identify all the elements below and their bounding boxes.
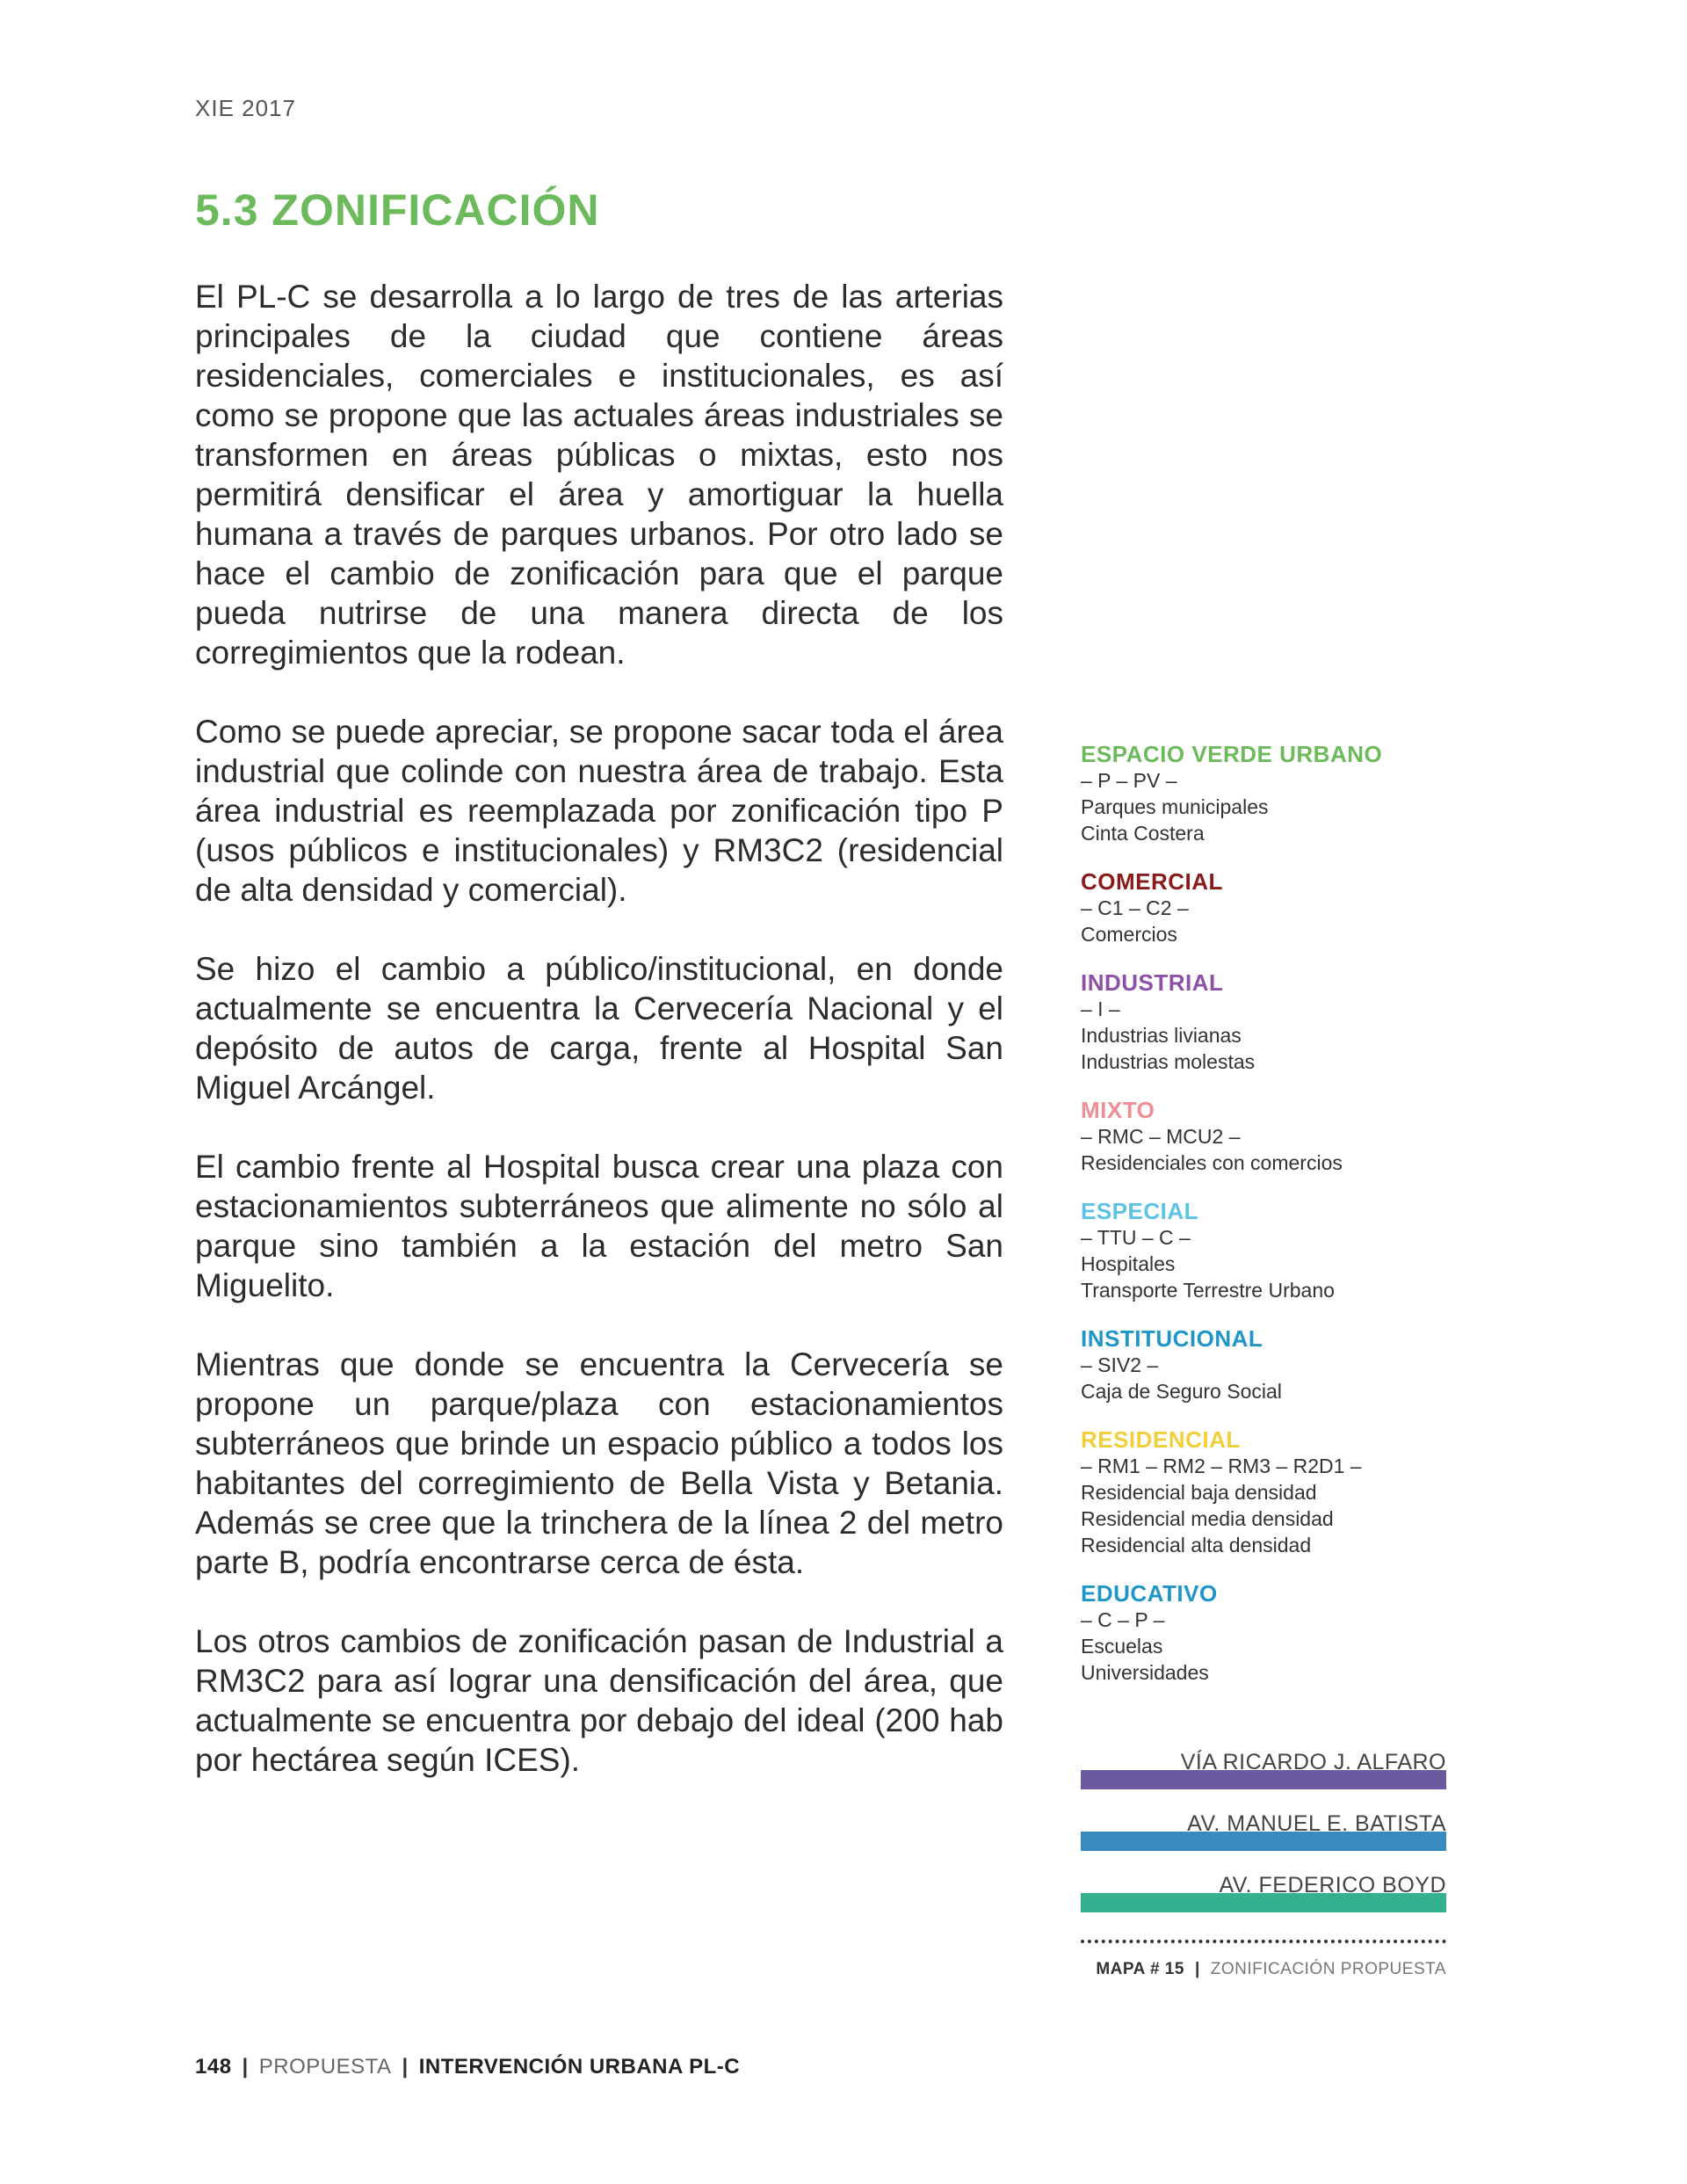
legend-group [1081,1426,1450,1558]
footer-section: PROPUESTA [258,2055,392,2079]
paragraph: Los otros cambios de zonificación pasan de Industrial a RM3C2 para así lograr una densificación del área, que actualmente se encuentra por debajo del ideal (200 hab por hectárea según ICES). [195,1623,1003,1778]
paragraph: Se hizo el cambio a público/institucional, en donde actualmente se encuentra la Cervecería Nacional y el depósito de autos de carga, frente al Hospital San Miguel Arcángel. [195,951,1003,1106]
legend-item: Residencial alta densidad [1081,1534,1312,1556]
separator: | [1194,1960,1200,1978]
road-entry [1081,1872,1446,1934]
legend-group [1081,1097,1450,1176]
legend-codes: – P – PV – [1081,769,1177,792]
legend-item: Comercios [1081,923,1177,946]
road-legend [1081,1749,1446,1934]
road-label: VÍA RICARDO J. ALFARO [1180,1750,1446,1774]
road-entry [1081,1810,1446,1872]
map-name: ZONIFICACIÓN PROPUESTA [1210,1960,1446,1978]
legend-title: COMERCIAL [1081,868,1223,895]
section-title: 5.3 ZONIFICACIÓN [195,185,600,235]
legend-title: MIXTO [1081,1097,1155,1123]
legend-title: INSTITUCIONAL [1081,1325,1263,1352]
legend-item: Hospitales [1081,1252,1176,1275]
legend-group [1081,1580,1450,1686]
page-number: 148 [195,2055,232,2079]
divider [1081,1940,1446,1943]
road-label: AV. FEDERICO BOYD [1219,1873,1446,1897]
legend-codes: – C1 – C2 – [1081,896,1189,919]
legend-item: Caja de Seguro Social [1081,1380,1282,1403]
legend-item: Universidades [1081,1661,1209,1684]
road-entry [1081,1749,1446,1810]
legend-codes: – TTU – C – [1081,1226,1191,1249]
legend-codes: – RM1 – RM2 – RM3 – R2D1 – [1081,1455,1362,1477]
legend-codes: – RMC – MCU2 – [1081,1125,1241,1148]
page-footer [195,2055,740,2079]
legend-codes: – SIV2 – [1081,1353,1159,1376]
header-label: XIE 2017 [195,95,296,121]
legend-title: INDUSTRIAL [1081,969,1224,996]
zoning-legend [1081,741,1450,1708]
paragraph: Como se puede apreciar, se propone sacar toda el área industrial que colinde con nuestra área de trabajo. Esta área industrial es reemplazada por zonificación tipo P (usos públicos e institucionales) y RM3C2 (residencial de alta densidad y comercial). [195,714,1003,908]
map-caption [1096,1960,1446,1979]
legend-title: ESPACIO VERDE URBANO [1081,741,1383,767]
legend-title: ESPECIAL [1081,1198,1199,1224]
legend-item: Industrias molestas [1081,1050,1256,1073]
legend-group [1081,741,1450,846]
legend-item: Residenciales con comercios [1081,1151,1343,1174]
legend-item: Parques municipales [1081,795,1269,818]
legend-group [1081,1198,1450,1303]
footer-title: INTERVENCIÓN URBANA PL-C [418,2055,741,2079]
legend-item: Residencial baja densidad [1081,1481,1317,1504]
paragraph: El PL-C se desarrolla a lo largo de tres de las arterias principales de la ciudad que contiene áreas residenciales, comerciales e institucionales, es así como se propone que las actuales áreas industriales se transformen en áreas públicas o mixtas, esto nos permitirá densificar el área y amortiguar la huella humana a través de parques urbanos. Por otro lado se hace el cambio de zonificación para que el parque pueda nutrirse de una manera directa de los corregimientos que la rodean. [195,279,1003,671]
legend-group [1081,1325,1450,1404]
legend-item: Industrias livianas [1081,1024,1242,1047]
legend-codes: – I – [1081,998,1120,1020]
separator: | [402,2055,409,2079]
legend-group [1081,969,1450,1075]
paragraph: El cambio frente al Hospital busca crear una plaza con estacionamientos subterráneos que alimente no sólo al parque sino también a la estación del metro San Miguelito. [195,1149,1003,1303]
legend-title: RESIDENCIAL [1081,1426,1241,1453]
legend-group [1081,868,1450,947]
legend-title: EDUCATIVO [1081,1580,1218,1607]
map-number: MAPA # 15 [1096,1960,1184,1978]
legend-item: Escuelas [1081,1635,1163,1658]
body-text [195,277,1003,1819]
legend-item: Transporte Terrestre Urbano [1081,1279,1335,1302]
legend-item: Cinta Costera [1081,822,1205,845]
legend-item: Residencial media densidad [1081,1507,1334,1530]
legend-codes: – C – P – [1081,1608,1165,1631]
road-label: AV. MANUEL E. BATISTA [1187,1811,1446,1836]
separator: | [242,2055,249,2079]
paragraph: Mientras que donde se encuentra la Cervecería se propone un parque/plaza con estacionamientos subterráneos que brinde un espacio público a todos los habitantes del corregimiento de Bella Vista y Betania. Además se cree que la trinchera de la línea 2 del metro parte B, podría encontrarse cerca de ésta. [195,1346,1003,1580]
